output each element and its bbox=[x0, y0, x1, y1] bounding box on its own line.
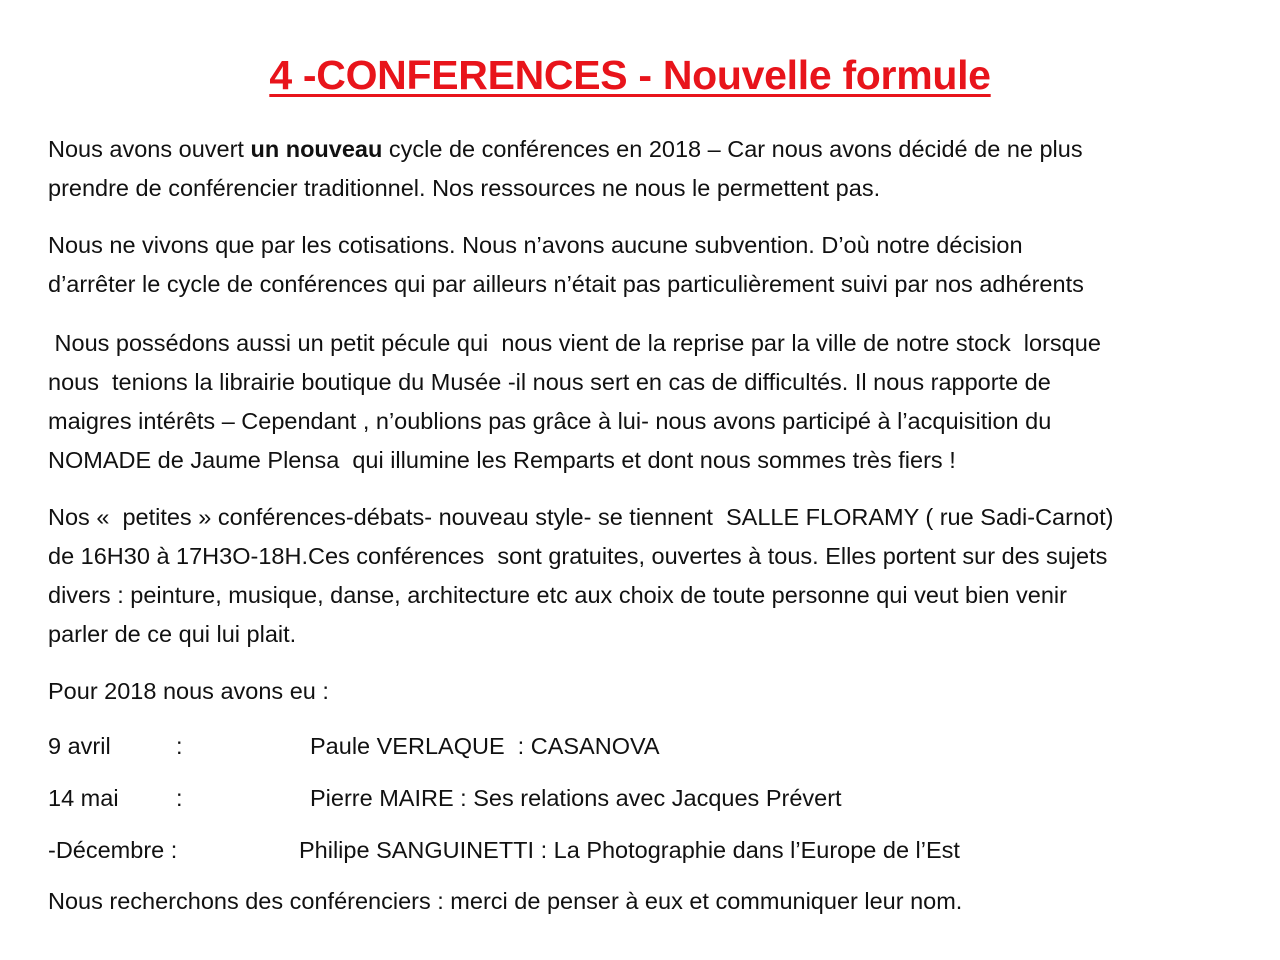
paragraph-line: Pour 2018 nous avons eu : bbox=[48, 678, 329, 704]
schedule-speaker: Philipe SANGUINETTI : La Photographie dans l’Europe de l’Est bbox=[299, 837, 960, 863]
paragraph-intro bbox=[48, 130, 1238, 208]
paragraph-line: maigres intérêts – Cependant , n’oublions pas grâce à lui- nous avons participé à l’acquisition du bbox=[48, 408, 1052, 434]
schedule-row bbox=[48, 727, 1238, 766]
page-title: 4 -CONFERENCES - Nouvelle formule bbox=[269, 52, 991, 98]
schedule-row bbox=[48, 831, 1238, 870]
paragraph-line: Nous ne vivons que par les cotisations. Nous n’avons aucune subvention. D’où notre décision bbox=[48, 232, 1023, 258]
schedule-separator: : bbox=[176, 733, 183, 759]
paragraph-line: prendre de conférencier traditionnel. Nos ressources ne nous le permettent pas. bbox=[48, 175, 881, 201]
bold-text-run: un nouveau bbox=[250, 136, 383, 162]
paragraph-line: Nous possédons aussi un petit pécule qui nous vient de la reprise par la ville de notre stock lorsque bbox=[48, 330, 1101, 356]
paragraph-savings bbox=[48, 324, 1238, 480]
schedule-speaker: Paule VERLAQUE : CASANOVA bbox=[310, 733, 660, 759]
paragraph-funding bbox=[48, 226, 1238, 304]
paragraph-line: Nos « petites » conférences-débats- nouveau style- se tiennent SALLE FLORAMY ( rue Sadi-Carnot) bbox=[48, 504, 1114, 530]
paragraph-line bbox=[48, 130, 1238, 169]
text-run: cycle de conférences en 2018 – Car nous avons décidé de ne plus bbox=[382, 136, 1083, 162]
paragraph-line: divers : peinture, musique, danse, architecture etc aux choix de toute personne qui veut bien venir bbox=[48, 582, 1067, 608]
schedule-date: 14 mai bbox=[48, 785, 119, 811]
schedule-row bbox=[48, 779, 1238, 818]
paragraph-line: parler de ce qui lui plait. bbox=[48, 621, 297, 647]
paragraph-line: de 16H30 à 17H3O-18H.Ces conférences sont gratuites, ouvertes à tous. Elles portent sur des sujets bbox=[48, 543, 1108, 569]
schedule-date: -Décembre : bbox=[48, 837, 178, 863]
schedule-speaker: Pierre MAIRE : Ses relations avec Jacques Prévert bbox=[310, 785, 842, 811]
schedule-separator: : bbox=[176, 785, 183, 811]
closing-note: Nous recherchons des conférenciers : merci de penser à eux et communiquer leur nom. bbox=[48, 888, 963, 914]
paragraph-line: NOMADE de Jaume Plensa qui illumine les Remparts et dont nous sommes très fiers ! bbox=[48, 447, 956, 473]
paragraph-line: d’arrêter le cycle de conférences qui par ailleurs n’était pas particulièrement suivi par nos adhérents bbox=[48, 271, 1084, 297]
schedule-date: 9 avril bbox=[48, 733, 111, 759]
paragraph-2018-intro bbox=[48, 672, 1238, 711]
paragraph-line: nous tenions la librairie boutique du Musée -il nous sert en cas de difficultés. Il nous rapporte de bbox=[48, 369, 1051, 395]
text-run: Nous avons ouvert bbox=[48, 136, 251, 162]
paragraph-venue bbox=[48, 498, 1238, 654]
